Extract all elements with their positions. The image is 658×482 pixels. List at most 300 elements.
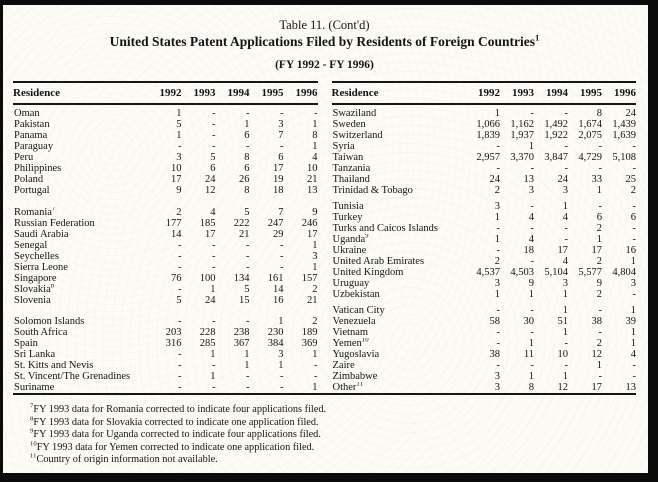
residence-cell: St. Vincent/The Grenadines bbox=[14, 371, 131, 382]
value-cell: - bbox=[212, 316, 216, 327]
residence-cell: Solomon Islands bbox=[14, 316, 85, 327]
table-row-group bbox=[13, 207, 318, 306]
value-cell: - bbox=[530, 223, 534, 234]
value-cell: 1 bbox=[244, 360, 250, 371]
right-table-header bbox=[332, 81, 637, 105]
value-cell: - bbox=[280, 261, 284, 273]
residence-cell: United Kingdom bbox=[332, 267, 404, 278]
value-cell: 2 bbox=[596, 289, 602, 300]
footnote bbox=[30, 429, 636, 442]
footnote bbox=[30, 417, 636, 430]
value-cell: 1 bbox=[176, 108, 182, 119]
value-cell: - bbox=[178, 141, 182, 152]
table-row bbox=[332, 267, 637, 278]
residence-cell: Slovakia$^8$ bbox=[14, 283, 55, 295]
value-cell: 21 bbox=[307, 174, 318, 185]
value-cell: 238 bbox=[233, 327, 250, 338]
value-cell: 1 bbox=[562, 327, 568, 338]
value-cell: 9 bbox=[312, 206, 318, 218]
value-cell: 230 bbox=[267, 327, 284, 338]
residence-cell: Slovenia bbox=[14, 294, 51, 306]
value-cell: - bbox=[632, 141, 636, 152]
left-table-header bbox=[13, 81, 318, 105]
residence-cell: Saudi Arabia bbox=[14, 228, 69, 240]
table-row bbox=[332, 163, 637, 174]
value-cell: 3 bbox=[562, 278, 568, 289]
value-cell: 30 bbox=[523, 316, 534, 327]
value-cell: 3 bbox=[494, 371, 500, 382]
value-cell: 1 bbox=[630, 327, 636, 338]
value-cell: 5 bbox=[176, 119, 182, 130]
residence-cell: Suriname bbox=[14, 382, 55, 393]
value-cell: - bbox=[212, 250, 216, 262]
value-cell: 4,537 bbox=[476, 267, 500, 278]
value-cell: 38 bbox=[591, 316, 602, 327]
table-row-group bbox=[13, 108, 318, 196]
table-row bbox=[13, 218, 318, 229]
value-cell: 384 bbox=[267, 338, 284, 349]
value-cell: 100 bbox=[199, 272, 216, 284]
residence-cell: Turkey bbox=[332, 212, 363, 223]
value-cell: 9 bbox=[596, 278, 602, 289]
table-subtitle: (FY 1992 - FY 1996) bbox=[275, 59, 374, 71]
value-cell: 189 bbox=[301, 327, 318, 338]
table-row bbox=[332, 234, 637, 245]
value-cell: 5 bbox=[244, 283, 250, 295]
value-cell: - bbox=[280, 108, 284, 119]
table-row bbox=[332, 130, 637, 141]
value-cell: - bbox=[246, 141, 250, 152]
value-cell: 1 bbox=[528, 338, 534, 349]
value-cell: - bbox=[632, 289, 636, 300]
value-cell: - bbox=[632, 223, 636, 234]
residence-footnote-ref: 11 bbox=[356, 382, 363, 388]
value-cell: 1 bbox=[210, 349, 216, 360]
value-cell: 1 bbox=[596, 185, 602, 196]
value-cell: 4 bbox=[562, 256, 568, 267]
residence-cell: Singapore bbox=[14, 272, 57, 284]
value-cell: 1 bbox=[562, 305, 568, 316]
table-row bbox=[13, 349, 318, 360]
residence-cell: Vatican City bbox=[332, 305, 385, 316]
value-cell: 9 bbox=[176, 185, 182, 196]
column-header-residence: Residence bbox=[331, 87, 379, 99]
value-cell: 1 bbox=[312, 141, 318, 152]
value-cell: 2 bbox=[312, 283, 318, 295]
residence-cell: Taiwan bbox=[332, 152, 364, 163]
value-cell: - bbox=[280, 239, 284, 251]
value-cell: 1,839 bbox=[476, 130, 500, 141]
value-cell: - bbox=[564, 360, 568, 371]
table-row bbox=[332, 278, 637, 289]
footnote-text: FY 1993 data for Slovakia corrected to indicate one application filed. bbox=[33, 416, 319, 428]
residence-cell: Syria bbox=[332, 141, 355, 152]
value-cell: 2 bbox=[312, 316, 318, 327]
table-row bbox=[13, 152, 318, 163]
residence-cell: Russian Federation bbox=[14, 217, 95, 229]
value-cell: 3 bbox=[494, 382, 500, 393]
residence-cell: Tunisia bbox=[332, 201, 364, 212]
value-cell: 185 bbox=[199, 217, 216, 229]
left-table-body bbox=[13, 105, 318, 393]
value-cell: 4 bbox=[528, 234, 534, 245]
value-cell: 6 bbox=[630, 212, 636, 223]
value-cell: 1 bbox=[244, 349, 250, 360]
value-cell: 24 bbox=[205, 174, 216, 185]
value-cell: - bbox=[598, 371, 602, 382]
table-row bbox=[13, 371, 318, 382]
value-cell: 6 bbox=[210, 163, 216, 174]
value-cell: 1 bbox=[630, 256, 636, 267]
value-cell: 1 bbox=[312, 382, 318, 393]
value-cell: - bbox=[178, 283, 182, 295]
residence-cell: Poland bbox=[14, 174, 44, 185]
value-cell: - bbox=[598, 141, 602, 152]
table-row-group bbox=[13, 316, 318, 393]
residence-footnote-ref: 10 bbox=[361, 338, 369, 344]
value-cell: 247 bbox=[267, 217, 284, 229]
value-cell: 1 bbox=[562, 371, 568, 382]
value-cell: 1 bbox=[494, 108, 500, 119]
table-row bbox=[13, 262, 318, 273]
footnote bbox=[30, 442, 636, 455]
value-cell: 24 bbox=[557, 174, 568, 185]
residence-cell: Switzerland bbox=[332, 130, 383, 141]
value-cell: 10 bbox=[171, 163, 182, 174]
table-row bbox=[13, 284, 318, 295]
value-cell: 367 bbox=[233, 338, 250, 349]
value-cell: - bbox=[314, 108, 318, 119]
value-cell: - bbox=[530, 360, 534, 371]
residence-cell: Venezuela bbox=[332, 316, 376, 327]
value-cell: 1 bbox=[312, 349, 318, 360]
value-cell: 3 bbox=[278, 119, 284, 130]
table-row bbox=[13, 174, 318, 185]
residence-cell: Trinidad & Tobago bbox=[332, 185, 413, 196]
value-cell: - bbox=[314, 360, 318, 371]
value-cell: 17 bbox=[591, 382, 602, 393]
residence-cell: Panama bbox=[14, 130, 48, 141]
value-cell: 12 bbox=[591, 349, 602, 360]
value-cell: 14 bbox=[273, 283, 284, 295]
value-cell: - bbox=[530, 305, 534, 316]
table-row bbox=[13, 130, 318, 141]
value-cell: 10 bbox=[557, 349, 568, 360]
value-cell: - bbox=[564, 223, 568, 234]
value-cell: - bbox=[178, 239, 182, 251]
value-cell: - bbox=[564, 234, 568, 245]
residence-cell: Vietnam bbox=[332, 327, 369, 338]
value-cell: 1,162 bbox=[510, 119, 534, 130]
value-cell: 16 bbox=[273, 294, 284, 306]
value-cell: 222 bbox=[233, 217, 250, 229]
value-cell: 1 bbox=[494, 234, 500, 245]
value-cell: 157 bbox=[301, 272, 318, 284]
footnote bbox=[30, 454, 636, 467]
residence-cell: Paraguay bbox=[14, 141, 54, 152]
table-row bbox=[13, 273, 318, 284]
table-row bbox=[332, 152, 637, 163]
value-cell: - bbox=[632, 201, 636, 212]
value-cell: - bbox=[632, 371, 636, 382]
residence-cell: Romania$^7$ bbox=[14, 206, 56, 218]
value-cell: 1 bbox=[630, 305, 636, 316]
value-cell: 5 bbox=[244, 206, 250, 218]
footnote-ref: 8 bbox=[30, 415, 34, 423]
value-cell: - bbox=[212, 239, 216, 251]
column-header-1993: 1993 bbox=[193, 87, 216, 99]
value-cell: - bbox=[178, 382, 182, 393]
footnotes bbox=[30, 404, 636, 467]
value-cell: - bbox=[246, 250, 250, 262]
value-cell: 24 bbox=[205, 294, 216, 306]
residence-cell: Other$^{11}$ bbox=[332, 382, 363, 393]
value-cell: 17 bbox=[557, 245, 568, 256]
value-cell: 5,108 bbox=[612, 152, 636, 163]
value-cell: 5 bbox=[176, 294, 182, 306]
value-cell: 4 bbox=[562, 212, 568, 223]
value-cell: - bbox=[564, 108, 568, 119]
residence-cell: Yemen$^{10}$ bbox=[332, 338, 369, 349]
value-cell: 2 bbox=[596, 338, 602, 349]
value-cell: 13 bbox=[523, 174, 534, 185]
value-cell: - bbox=[530, 108, 534, 119]
residence-cell: Swaziland bbox=[332, 108, 377, 119]
value-cell: 6 bbox=[278, 152, 284, 163]
value-cell: - bbox=[212, 382, 216, 393]
table-row bbox=[13, 316, 318, 327]
value-cell: 1,439 bbox=[612, 119, 636, 130]
value-cell: 21 bbox=[307, 294, 318, 306]
value-cell: - bbox=[564, 338, 568, 349]
value-cell: - bbox=[530, 201, 534, 212]
value-cell: 18 bbox=[273, 185, 284, 196]
value-cell: 4,804 bbox=[612, 267, 636, 278]
table-row bbox=[332, 108, 637, 119]
value-cell: - bbox=[530, 327, 534, 338]
value-cell: 3 bbox=[176, 152, 182, 163]
value-cell: - bbox=[598, 305, 602, 316]
residence-cell: St. Kitts and Nevis bbox=[14, 360, 94, 371]
table-row bbox=[13, 141, 318, 152]
value-cell: 76 bbox=[171, 272, 182, 284]
column-header-1995: 1995 bbox=[580, 87, 602, 99]
footnote-text: FY 1993 data for Uganda corrected to indicate four applications filed. bbox=[33, 429, 321, 441]
value-cell: - bbox=[178, 360, 182, 371]
residence-footnote-ref: 7 bbox=[51, 206, 56, 212]
value-cell: - bbox=[212, 119, 216, 130]
value-cell: - bbox=[178, 261, 182, 273]
value-cell: - bbox=[246, 382, 250, 393]
residence-cell: Ukraine bbox=[332, 245, 367, 256]
value-cell: 1,922 bbox=[544, 130, 568, 141]
table-number: Table 11. (Cont'd) bbox=[279, 18, 370, 32]
table-row bbox=[332, 245, 637, 256]
value-cell: 1 bbox=[244, 119, 250, 130]
value-cell: 1,639 bbox=[612, 130, 636, 141]
value-cell: 8 bbox=[244, 185, 250, 196]
value-cell: 228 bbox=[199, 327, 216, 338]
value-cell: 161 bbox=[267, 272, 284, 284]
footnote bbox=[30, 404, 636, 417]
table-title bbox=[13, 34, 636, 50]
value-cell: 285 bbox=[199, 338, 216, 349]
value-cell: - bbox=[246, 316, 250, 327]
table-row bbox=[13, 163, 318, 174]
value-cell: 4 bbox=[528, 212, 534, 223]
value-cell: 2 bbox=[596, 223, 602, 234]
footnote-ref: 9 bbox=[30, 427, 34, 435]
value-cell: - bbox=[314, 371, 318, 382]
value-cell: 3 bbox=[494, 278, 500, 289]
value-cell: - bbox=[212, 261, 216, 273]
value-cell: 4,729 bbox=[578, 152, 602, 163]
table-row bbox=[332, 289, 637, 300]
value-cell: 1 bbox=[312, 239, 318, 251]
value-cell: - bbox=[530, 256, 534, 267]
value-cell: 1 bbox=[528, 141, 534, 152]
value-cell: 39 bbox=[625, 316, 636, 327]
value-cell: - bbox=[246, 239, 250, 251]
table-row bbox=[13, 360, 318, 371]
table-row bbox=[332, 223, 637, 234]
value-cell: - bbox=[246, 371, 250, 382]
table-row bbox=[332, 305, 637, 316]
column-header-1994: 1994 bbox=[546, 87, 568, 99]
value-cell: - bbox=[496, 245, 500, 256]
value-cell: - bbox=[564, 163, 568, 174]
value-cell: 17 bbox=[591, 245, 602, 256]
value-cell: 1 bbox=[494, 212, 500, 223]
table-row bbox=[332, 371, 637, 382]
value-cell: 1,492 bbox=[544, 119, 568, 130]
value-cell: - bbox=[212, 108, 216, 119]
residence-cell: Sri Lanka bbox=[14, 349, 56, 360]
residence-cell: Uzbekistan bbox=[332, 289, 380, 300]
residence-cell: Spain bbox=[14, 338, 38, 349]
table-row bbox=[332, 141, 637, 152]
value-cell: - bbox=[212, 360, 216, 371]
table-row bbox=[332, 174, 637, 185]
value-cell: 369 bbox=[301, 338, 318, 349]
value-cell: 51 bbox=[557, 316, 568, 327]
value-cell: - bbox=[178, 349, 182, 360]
value-cell: 58 bbox=[489, 316, 500, 327]
value-cell: - bbox=[496, 163, 500, 174]
residence-cell: United Arab Emirates bbox=[332, 256, 425, 267]
residence-cell: Turks and Caicos Islands bbox=[332, 223, 438, 234]
footnote-text: Country of origin information not available. bbox=[36, 454, 218, 466]
value-cell: 3 bbox=[312, 250, 318, 262]
value-cell: 3 bbox=[630, 278, 636, 289]
table-row bbox=[332, 327, 637, 338]
value-cell: 177 bbox=[165, 217, 182, 229]
table-row bbox=[13, 207, 318, 218]
value-cell: - bbox=[212, 141, 216, 152]
column-header-1996: 1996 bbox=[295, 87, 318, 99]
tables-container bbox=[13, 81, 636, 393]
value-cell: 25 bbox=[625, 174, 636, 185]
footnote-text: FY 1993 data for Yemen corrected to indicate one application filed. bbox=[36, 441, 315, 453]
table-row-group bbox=[332, 108, 637, 196]
value-cell: 3 bbox=[562, 185, 568, 196]
value-cell: 6 bbox=[244, 163, 250, 174]
value-cell: 4,503 bbox=[510, 267, 534, 278]
table-row bbox=[13, 119, 318, 130]
footnote-ref: 10 bbox=[30, 440, 37, 448]
value-cell: 24 bbox=[489, 174, 500, 185]
value-cell: 2 bbox=[630, 185, 636, 196]
table-row-group bbox=[332, 201, 637, 300]
residence-cell: Sierra Leone bbox=[14, 261, 68, 273]
table-row-group bbox=[332, 305, 637, 393]
column-header-1992: 1992 bbox=[159, 87, 182, 99]
residence-cell: Pakistan bbox=[14, 119, 50, 130]
value-cell: 1 bbox=[528, 371, 534, 382]
value-cell: 17 bbox=[205, 228, 216, 240]
table-row bbox=[332, 338, 637, 349]
residence-cell: Zimbabwe bbox=[332, 371, 378, 382]
value-cell: - bbox=[530, 163, 534, 174]
value-cell: 7 bbox=[278, 130, 284, 141]
value-cell: 246 bbox=[301, 217, 318, 229]
value-cell: - bbox=[178, 316, 182, 327]
column-header-1993: 1993 bbox=[512, 87, 534, 99]
residence-cell: Portugal bbox=[14, 185, 50, 196]
value-cell: 13 bbox=[625, 382, 636, 393]
table-row bbox=[332, 360, 637, 371]
residence-footnote-ref: 8 bbox=[50, 283, 55, 289]
column-header-residence: Residence bbox=[13, 87, 61, 99]
value-cell: 6 bbox=[244, 130, 250, 141]
value-cell: 3,370 bbox=[510, 152, 534, 163]
value-cell: - bbox=[280, 141, 284, 152]
value-cell: - bbox=[564, 141, 568, 152]
value-cell: - bbox=[632, 234, 636, 245]
residence-cell: Yugoslavia bbox=[332, 349, 380, 360]
value-cell: 1 bbox=[596, 360, 602, 371]
value-cell: 16 bbox=[625, 245, 636, 256]
value-cell: 12 bbox=[557, 382, 568, 393]
value-cell: 26 bbox=[239, 174, 250, 185]
value-cell: 3,847 bbox=[544, 152, 568, 163]
residence-cell: Sweden bbox=[332, 119, 366, 130]
value-cell: 2,957 bbox=[476, 152, 500, 163]
value-cell: 8 bbox=[244, 152, 250, 163]
value-cell: - bbox=[632, 163, 636, 174]
value-cell: 38 bbox=[489, 349, 500, 360]
value-cell: 8 bbox=[528, 382, 534, 393]
value-cell: 1 bbox=[210, 371, 216, 382]
value-cell: 4 bbox=[210, 206, 216, 218]
left-table bbox=[13, 81, 318, 393]
table-row bbox=[13, 185, 318, 196]
value-cell: - bbox=[496, 223, 500, 234]
value-cell: 10 bbox=[307, 163, 318, 174]
column-header-1992: 1992 bbox=[478, 87, 500, 99]
value-cell: - bbox=[496, 338, 500, 349]
value-cell: 1,674 bbox=[578, 119, 602, 130]
table-row bbox=[332, 382, 637, 393]
value-cell: 6 bbox=[596, 212, 602, 223]
right-table bbox=[332, 81, 637, 393]
table-row bbox=[13, 251, 318, 262]
table-row bbox=[332, 185, 637, 196]
value-cell: 2,075 bbox=[578, 130, 602, 141]
value-cell: 134 bbox=[233, 272, 250, 284]
value-cell: 1,937 bbox=[510, 130, 534, 141]
value-cell: 2 bbox=[176, 206, 182, 218]
